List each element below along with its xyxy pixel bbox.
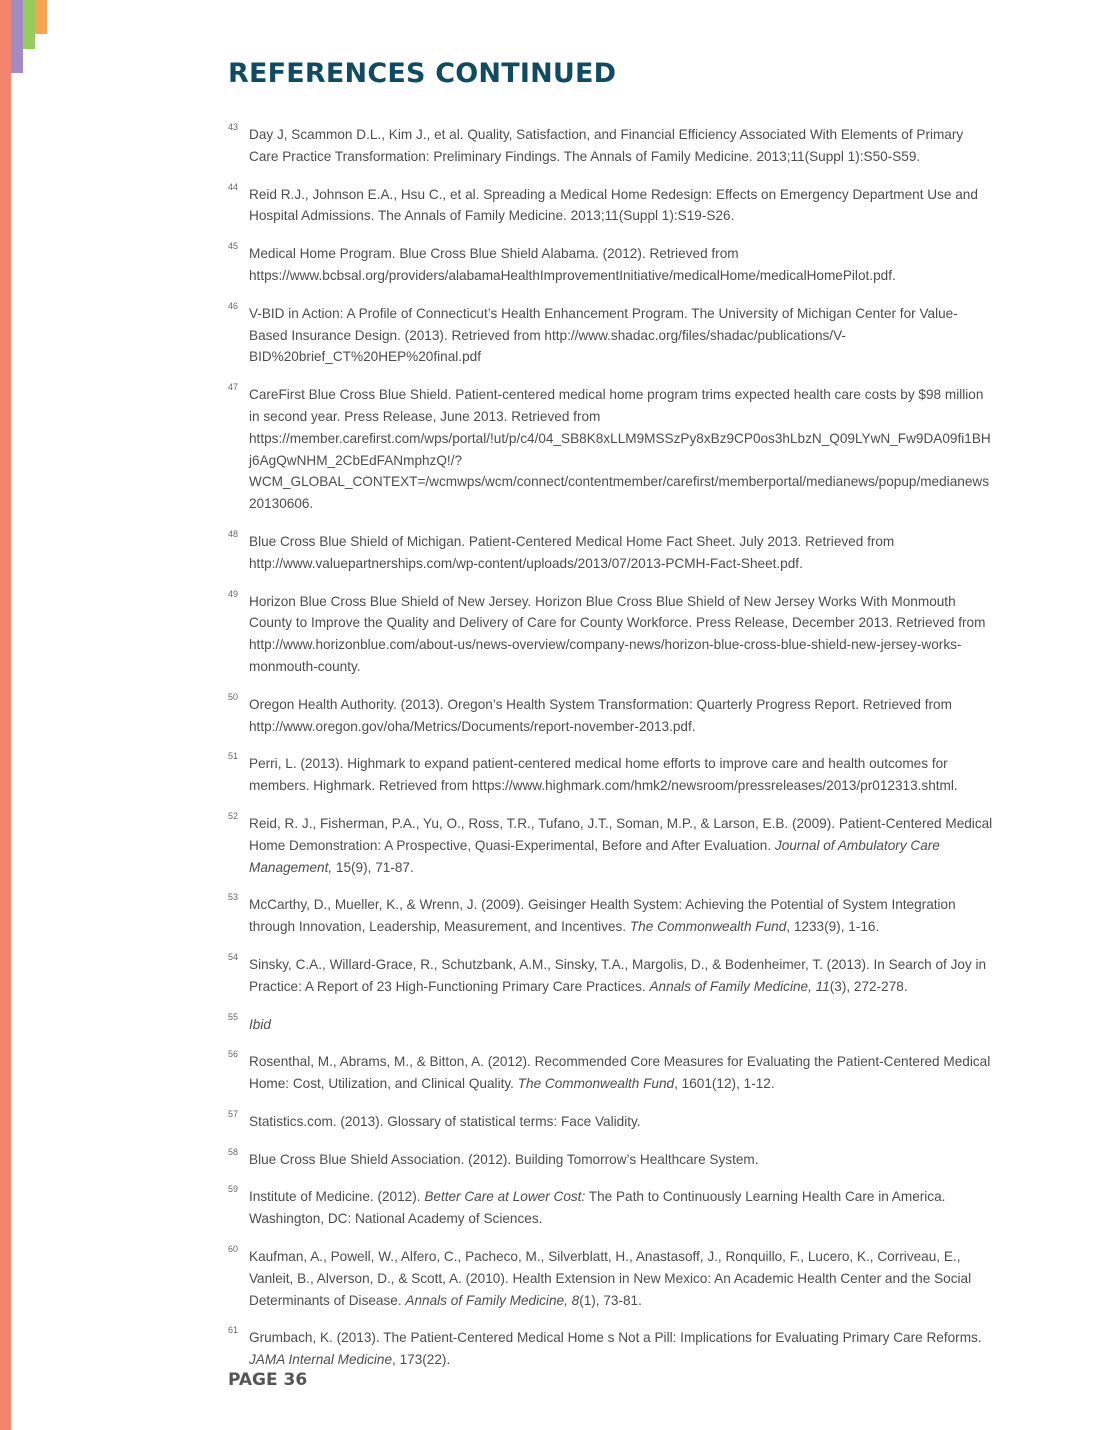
reference-text (249, 1014, 993, 1036)
reference-item (228, 300, 993, 368)
reference-number: 53 (228, 892, 239, 903)
reference-text: Blue Cross Blue Shield of Michigan. Patient-Centered Medical Home Fact Sheet. July 2013. Retrieved from http://www.valuepartnerships.com/wp-content/uploads/2013/07/2013-PCMH-Fact-Sheet.pdf. (249, 533, 895, 571)
reference-text: Horizon Blue Cross Blue Shield of New Jersey. Horizon Blue Cross Blue Shield of New Jersey Works With Monmouth County to Improve the Quality and Delivery of Care for County Workforce. Press Release, December 2013. Retrieved from http://www.horizonblue.com/about-us/news-overview/company-news/horizon-blue-cross-blue-shield-new-jersey-works-monmouth-county. (249, 593, 986, 674)
reference-text (249, 1327, 993, 1371)
reference-post-part: 15(9), 71-87. (332, 859, 414, 875)
reference-number: 58 (228, 1146, 239, 1157)
reference-item (228, 124, 993, 168)
reference-pre-part: Rosenthal, M., Abrams, M., & Bitton, A. (2012). Recommended Core Measures for Evaluating the Patient-Centered Medical Home: Cost, Utilization, and Clinical Quality. (249, 1054, 991, 1092)
reference-post-part: (1), 73-81. (579, 1292, 642, 1308)
reference-post-part: , 1601(12), 1-12. (674, 1076, 775, 1092)
reference-item (228, 1051, 993, 1095)
reference-number: 55 (228, 1011, 239, 1022)
reference-text (249, 1246, 993, 1311)
reference-number: 48 (228, 528, 239, 539)
page-title: REFERENCES CONTINUED (228, 58, 617, 89)
decorative-stripe-green (23, 0, 35, 49)
reference-number: 52 (228, 810, 239, 821)
reference-pre-part: Institute of Medicine. (2012). (249, 1189, 425, 1205)
reference-item (228, 691, 993, 738)
reference-number: 51 (228, 751, 239, 762)
reference-item (228, 528, 993, 575)
reference-post-part: (3), 272-278. (829, 978, 908, 994)
reference-italic-part: Annals of Family Medicine, 11 (649, 978, 830, 994)
reference-number: 47 (228, 382, 239, 393)
reference-text: Perri, L. (2013). Highmark to expand patient-centered medical home efforts to improve care and health outcomes for members. Highmark. Retrieved from https://www.highmark.com/hmk2/newsroom/pressreleases/2013/pr012313.shtml. (249, 756, 958, 794)
reference-item (228, 384, 993, 515)
reference-item (228, 1246, 993, 1311)
reference-item (228, 243, 993, 287)
reference-text: Medical Home Program. Blue Cross Blue Shield Alabama. (2012). Retrieved from https://www.bcbsal.org/providers/alabamaHealthImprovementInitiative/medicalHome/medicalHomePilot.pdf. (249, 246, 896, 283)
reference-item (228, 1146, 993, 1171)
reference-number: 59 (228, 1184, 239, 1195)
reference-italic-part: Annals of Family Medicine, 8 (405, 1292, 580, 1308)
reference-italic-part: Ibid (249, 1016, 271, 1032)
reference-item (228, 753, 993, 797)
reference-text (249, 813, 993, 878)
reference-italic-part: The Commonwealth Fund (517, 1076, 675, 1092)
reference-number: 44 (228, 181, 239, 192)
decorative-stripe-purple (11, 0, 23, 73)
reference-post-part: , 1233(9), 1-16. (786, 919, 880, 935)
decorative-stripe-coral (0, 0, 11, 1430)
page-number: PAGE 36 (228, 1370, 308, 1390)
reference-pre-part: McCarthy, D., Mueller, K., & Wrenn, J. (2009). Geisinger Health System: Achieving the Potential of System Integration through Innovation, Leadership, Measurement, and Incentives. (249, 897, 956, 935)
reference-number: 45 (228, 241, 239, 252)
reference-item (228, 1327, 993, 1371)
reference-pre-part: Grumbach, K. (2013). The Patient-Centered Medical Home s Not a Pill: Implications for Evaluating Primary Care Reforms. (249, 1330, 982, 1346)
reference-pre-part: Reid, R. J., Fisherman, P.A., Yu, O., Ross, T.R., Tufano, J.T., Soman, M.P., & Larson, E.B. (2009). Patient-Centered Medical Home Demonstration: A Prospective, Quasi-Experimental, Before and After Evaluation. (249, 815, 993, 853)
reference-italic-part: Journal of Ambulatory Care Management, (249, 837, 940, 875)
reference-number: 60 (228, 1244, 239, 1255)
reference-item (228, 951, 993, 998)
decorative-stripe-orange (35, 0, 47, 34)
reference-text (249, 1186, 993, 1230)
reference-text: V-BID in Action: A Profile of Connecticut’s Health Enhancement Program. The University of Michigan Center for Value-Based Insurance Design. (2013). Retrieved from http://www.shadac.org/files/shadac/publications/V-BID%20brief_CT%20HEP%20final.pdf (249, 305, 958, 365)
reference-item (228, 1108, 993, 1133)
reference-item (228, 810, 993, 878)
reference-text (249, 894, 993, 938)
reference-text: Oregon Health Authority. (2013). Oregon’s Health System Transformation: Quarterly Progress Report. Retrieved from http://www.oregon.gov/oha/Metrics/Documents/report-november-2013.pdf. (249, 696, 952, 734)
reference-item (228, 181, 993, 228)
reference-number: 49 (228, 588, 239, 599)
reference-number: 56 (228, 1049, 239, 1060)
reference-pre-part: Kaufman, A., Powell, W., Alfero, C., Pacheco, M., Silverblatt, H., Anastasoff, J., Ronquillo, F., Lucero, K., Corriveau, E., Vanleit, B., Alverson, D., & Scott, A. (2010). Health Extension in New Mexico: An Academic Health Center and the Social Determinants of Disease. (249, 1249, 972, 1308)
reference-text: Statistics.com. (2013). Glossary of statistical terms: Face Validity. (249, 1113, 641, 1129)
reference-pre-part: Sinsky, C.A., Willard-Grace, R., Schutzbank, A.M., Sinsky, T.A., Margolis, D., & Bodenheimer, T. (2013). In Search of Joy in Practice: A Report of 23 High-Functioning Primary Care Practices. (249, 956, 987, 994)
reference-number: 57 (228, 1108, 239, 1119)
reference-italic-part: The Commonwealth Fund (629, 919, 787, 935)
reference-post-part: The Path to Continuously Learning Health Care in America. Washington, DC: National Academy of Sciences. (249, 1189, 946, 1227)
reference-item (228, 1011, 993, 1036)
reference-number: 50 (228, 691, 239, 702)
reference-number: 54 (228, 951, 239, 962)
reference-italic-part: JAMA Internal Medicine (249, 1352, 393, 1368)
reference-number: 61 (228, 1325, 239, 1336)
reference-item (228, 1186, 993, 1230)
reference-item (228, 894, 993, 938)
reference-text: CareFirst Blue Cross Blue Shield. Patient-centered medical home program trims expected health care costs by $98 million in second year. Press Release, June 2013. Retrieved from https://member.carefirst.com/wps/portal/!ut/p/c4/04_SB8K8xLLM9MSSzPy8xBz9CP0os3hLbzN_Q09LYwN_Fw9DA09fi1BHj6AgQwNHM_2CbEdFANmphzQ!/?WCM_GLOBAL_CONTEXT=/wcmwps/wcm/connect/contentmember/carefirst/memberportal/medianews/popup/medianews20130606. (249, 387, 991, 512)
reference-text: Reid R.J., Johnson E.A., Hsu C., et al. Spreading a Medical Home Redesign: Effects on Emergency Department Use and Hospital Admissions. The Annals of Family Medicine. 2013;11(Suppl 1):S19-S26. (249, 186, 978, 224)
reference-item (228, 588, 993, 678)
reference-post-part: , 173(22). (392, 1352, 451, 1368)
reference-number: 46 (228, 300, 239, 311)
reference-text (249, 1051, 993, 1095)
reference-text: Blue Cross Blue Shield Association. (2012). Building Tomorrow’s Healthcare System. (249, 1151, 759, 1167)
reference-italic-part: Better Care at Lower Cost: (424, 1189, 586, 1205)
reference-text (249, 954, 993, 998)
reference-list (228, 124, 993, 1387)
reference-number: 43 (228, 122, 239, 132)
reference-text: Day J, Scammon D.L., Kim J., et al. Quality, Satisfaction, and Financial Efficiency Associated With Elements of Primary Care Practice Transformation: Preliminary Findings. The Annals of Family Medicine. 2013;11(Suppl 1):S50-S59. (249, 127, 964, 164)
